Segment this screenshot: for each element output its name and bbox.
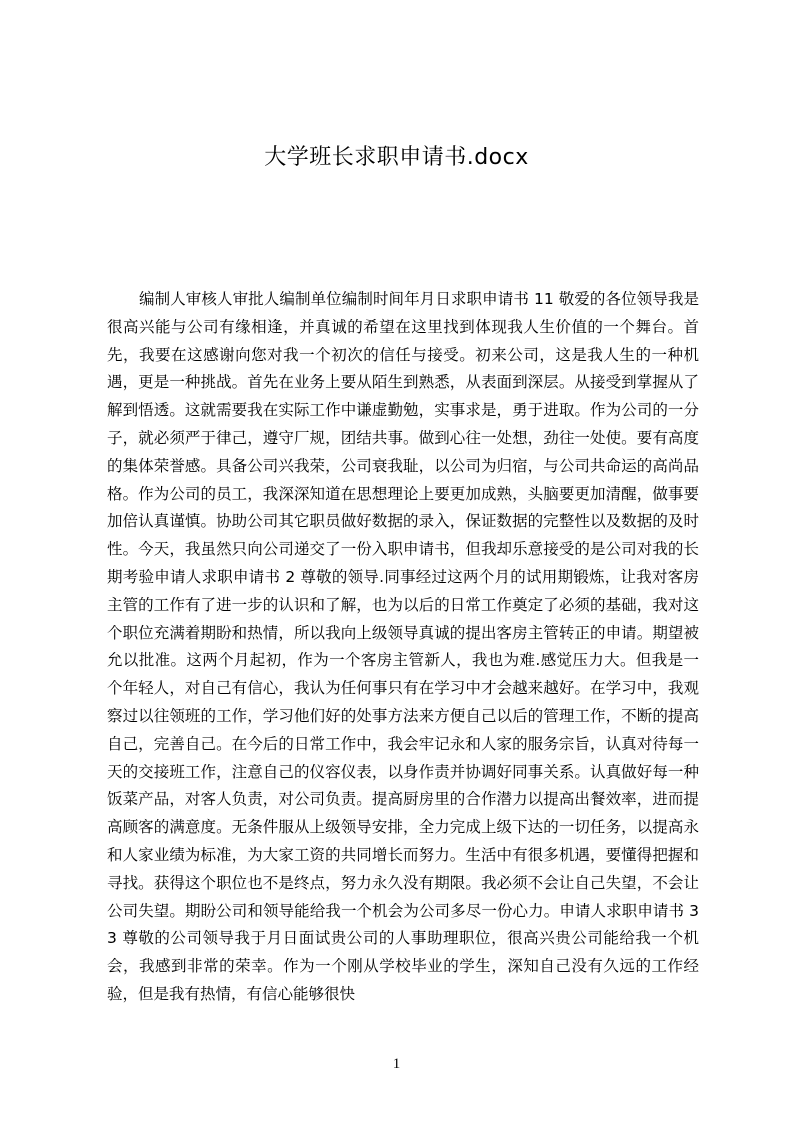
document-title: 大学班长求职申请书.docx [264, 145, 529, 170]
page-number: 1 [392, 1056, 401, 1072]
document-body-paragraph: 编制人审核人审批人编制单位编制时间年月日求职申请书 11 敬爱的各位领导我是很高兴能与公司有缘相逢，并真诚的希望在这里找到体现我人生价值的一个舞台。首先，我要在这感谢向您对我一个初次的信任与接受。初来公司，这是我人生的一种机遇，更是一种挑战。首先在业务上要从陌生到熟悉，从表面到深层。从接受到掌握从了解到悟透。这就需要我在实际工作中谦虚勤勉，实事求是，勇于进取。作为公司的一分子，就必须严于律己，遵守厂规，团结共事。做到心往一处想，劲往一处使。要有高度的集体荣誉感。具备公司兴我荣，公司衰我耻，以公司为归宿，与公司共命运的高尚品格。作为公司的员工，我深深知道在思想理论上要更加成熟，头脑要更加清醒，做事要加倍认真谨慎。协助公司其它职员做好数据的录入，保证数据的完整性以及数据的及时性。今天，我虽然只向公司递交了一份入职申请书，但我却乐意接受的是公司对我的长期考验申请人求职申请书 2 尊敬的领导.同事经过这两个月的试用期锻炼，让我对客房主管的工作有了进一步的认识和了解，也为以后的日常工作奠定了必须的基础，我对这个职位充满着期盼和热情，所以我向上级领导真诚的提出客房主管转正的申请。期望被允以批准。这两个月起初，作为一个客房主管新人，我也为难.感觉压力大。但我是一个年轻人，对自己有信心，我认为任何事只有在学习中才会越来越好。在学习中，我观察过以往领班的工作，学习他们好的处事方法来方便自己以后的管理工作，不断的提高自己，完善自己。在今后的日常工作中，我会牢记永和人家的服务宗旨，认真对待每一天的交接班工作，注意自己的仪容仪表，以身作责并协调好同事关系。认真做好每一种饭菜产品，对客人负责，对公司负责。提高厨房里的合作潜力以提高出餐效率，进而提高顾客的满意度。无条件服从上级领导安排，全力完成上级下达的一切任务，以提高永和人家业绩为标准，为大家工资的共同增长而努力。生活中有很多机遇，要懂得把握和寻找。获得这个职位也不是终点，努力永久没有期限。我必须不会让自己失望，不会让公司失望。期盼公司和领导能给我一个机会为公司多尽一份心力。申请人求职申请书 33 尊敬的公司领导我于月日面试贵公司的人事助理职位，很高兴贵公司能给我一个机会，我感到非常的荣幸。作为一个刚从学校毕业的学生，深知自己没有久远的工作经验，但是我有热情，有信心能够很快 [107, 290, 699, 1003]
